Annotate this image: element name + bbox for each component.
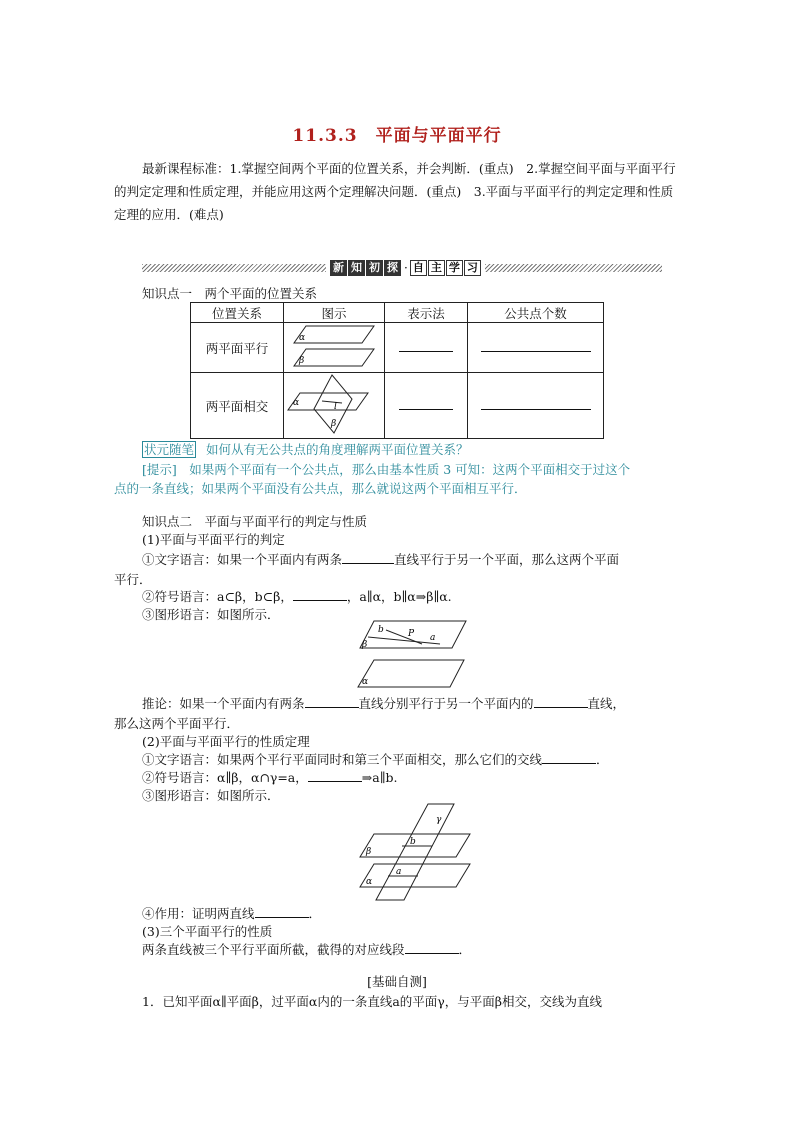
text-fragment: ①文字语言：如果两个平行平面同时和第三个平面相交，那么它们的交线 — [142, 752, 543, 767]
table-cell: 两平面平行 — [191, 323, 284, 373]
question-1: 1．已知平面α∥平面β，过平面α内的一条直线a的平面γ，与平面β相交，交线为直线 — [142, 994, 602, 1009]
text-fragment: ． — [458, 942, 472, 957]
answer-blank — [405, 953, 459, 954]
plane-relation-table — [190, 302, 604, 439]
parallel-plane-criterion-figure — [350, 620, 470, 690]
banner-char: 新 — [330, 260, 347, 276]
label-beta: β — [331, 419, 337, 429]
hint-answer-line-2: 点的一条直线；如果两个平面没有公共点，那么就说这两个平面相互平行． — [114, 481, 527, 496]
label-gamma: γ — [436, 815, 442, 825]
notation-blank-cell — [385, 323, 468, 373]
answer-blank — [293, 600, 347, 601]
label-a: a — [430, 633, 436, 643]
text-fragment: 直线， — [587, 696, 626, 711]
text-fragment: ②符号语言：α∥β，α∩γ=a， — [142, 770, 308, 785]
label-l: l — [334, 402, 337, 412]
banner-char: 学 — [446, 260, 463, 276]
banner-hatch-right — [485, 264, 662, 272]
text-fragment: ②符号语言：a⊂β，b⊂β， — [142, 589, 293, 604]
label-beta: β — [362, 640, 368, 650]
section-title: (1)平面与平面平行的判定 — [142, 532, 285, 547]
text-fragment: ． — [308, 906, 322, 921]
corollary-continuation: 那么这两个平面平行． — [114, 716, 240, 731]
banner-char: 初 — [366, 260, 383, 276]
banner-char: 主 — [428, 260, 445, 276]
label-a: a — [396, 867, 402, 877]
banner-char: 习 — [464, 260, 481, 276]
table-header: 公共点个数 — [468, 303, 604, 323]
answer-blank — [342, 563, 394, 564]
figure-language-line: ③图形语言：如图所示． — [142, 788, 280, 803]
section-title: (3)三个平面平行的性质 — [142, 924, 273, 939]
text-fragment: 两条直线被三个平行平面所截，截得的对应线段 — [142, 942, 405, 957]
label-beta: β — [299, 356, 305, 366]
text-continuation: 平行． — [114, 572, 152, 587]
answer-blank — [481, 351, 591, 352]
banner-char: 探 — [384, 260, 401, 276]
table-cell: 两平面相交 — [191, 373, 284, 439]
banner-char: 知 — [348, 260, 365, 276]
text-fragment: 直线分别平行于另一个平面内的 — [358, 696, 534, 711]
common-points-blank-cell — [468, 323, 604, 373]
label-P: P — [408, 629, 415, 639]
table-header: 图示 — [284, 303, 385, 323]
text-language-line — [142, 548, 619, 571]
text-fragment: ①文字语言：如果一个平面内有两条 — [142, 552, 343, 567]
table-row — [191, 373, 604, 439]
text-fragment: 推论：如果一个平面内有两条 — [142, 696, 305, 711]
answer-blank — [308, 781, 362, 782]
parallel-planes-figure — [286, 323, 382, 369]
intersecting-planes-figure-cell — [284, 373, 385, 439]
knowledge-point-2-heading: 知识点二 平面与平面平行的判定与性质 — [142, 514, 368, 529]
parallel-plane-property-figure — [350, 800, 474, 904]
table-header: 位置关系 — [191, 303, 284, 323]
text-fragment: ，a∥α，b∥α⇒β∥α. — [346, 589, 452, 604]
table-row — [191, 323, 604, 373]
common-points-blank-cell — [468, 373, 604, 439]
banner-dot: · — [404, 261, 408, 275]
section-banner — [142, 260, 662, 276]
text-fragment: ． — [596, 752, 609, 767]
intersecting-planes-figure — [286, 373, 382, 435]
table-header: 表示法 — [385, 303, 468, 323]
answer-blank — [255, 917, 309, 918]
answer-blank — [534, 707, 588, 708]
knowledge-point-1-heading: 知识点一 两个平面的位置关系 — [142, 286, 318, 301]
label-beta: β — [366, 847, 372, 857]
three-planes-line — [142, 938, 471, 961]
answer-blank — [399, 409, 453, 410]
text-fragment: 直线平行于另一个平面，那么这两个平面 — [394, 552, 620, 567]
answer-blank — [481, 409, 591, 410]
course-standard: 最新课程标准：1.掌握空间两个平面的位置关系，并会判断．(重点) 2.掌握空间平面与平面平行的判定定理和性质定理，并能应用这两个定理解决问题．(重点) 3.平面与平面平行的判定定理和性质定理的应用．(难点) — [114, 161, 676, 222]
answer-blank — [399, 351, 453, 352]
label-b: b — [410, 837, 416, 847]
table-header-row — [191, 303, 604, 323]
section-title: (2)平面与平面平行的性质定理 — [142, 734, 310, 749]
banner-label — [330, 260, 482, 276]
text-fragment: ④作用：证明两直线 — [142, 906, 255, 921]
notation-blank-cell — [385, 373, 468, 439]
banner-hatch-left — [142, 264, 326, 272]
figure-language-line: ③图形语言：如图所示． — [142, 607, 280, 622]
label-alpha: α — [362, 677, 369, 687]
banner-char: 自 — [410, 260, 427, 276]
hint-question-text: 如何从有无公共点的角度理解两平面位置关系？ — [206, 442, 469, 457]
answer-blank — [542, 763, 596, 764]
label-alpha: α — [299, 333, 306, 343]
text-fragment: ⇒a∥b. — [361, 770, 398, 785]
label-b: b — [378, 625, 384, 635]
hint-answer-line-1: [提示] 如果两个平面有一个公共点，那么由基本性质 3 可知：这两个平面相交于过这个 — [142, 462, 631, 477]
parallel-planes-figure-cell — [284, 323, 385, 373]
answer-blank — [305, 707, 359, 708]
basic-test-heading: [基础自测] — [367, 974, 427, 989]
label-alpha: α — [366, 877, 373, 887]
hint-tag: 状元随笔 — [144, 442, 195, 457]
page-title: 11.3.3 平面与平面平行 — [292, 126, 502, 146]
label-alpha: α — [293, 398, 300, 408]
